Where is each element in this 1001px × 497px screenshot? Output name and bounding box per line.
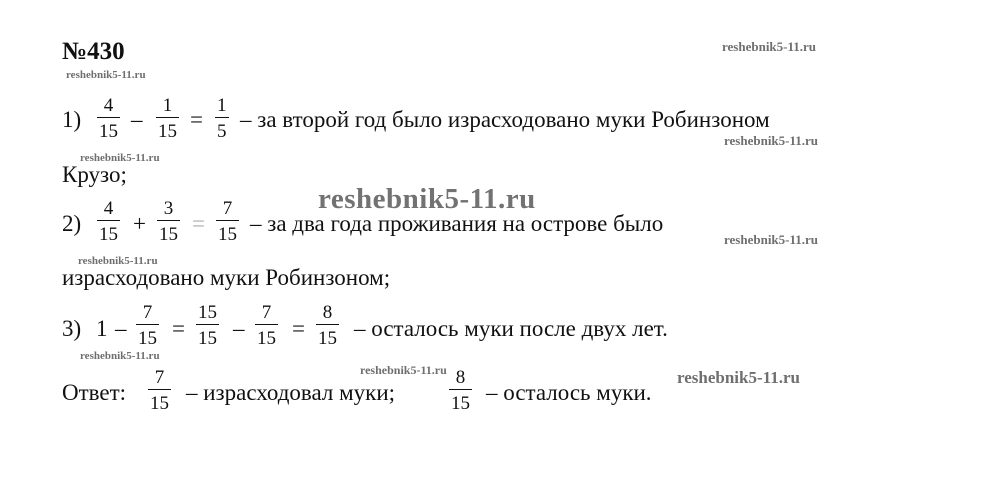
step1-number: 1) (62, 107, 82, 132)
step1-op2: = (190, 107, 203, 132)
answer-fraction1-numerator: 7 (154, 367, 165, 388)
watermark: reshebnik5-11.ru (78, 255, 158, 267)
step2-fraction3-denominator: 15 (218, 224, 237, 245)
step1-text: – за второй год было израсходовано муки Робинзоном (240, 107, 770, 132)
answer-fraction2 (449, 368, 472, 413)
step3-fraction1-denominator: 15 (138, 328, 157, 349)
step3-fraction3 (255, 303, 278, 348)
step1-fraction3-denominator: 5 (217, 121, 227, 142)
step3-fraction4-denominator: 15 (318, 328, 337, 349)
watermark: reshebnik5-11.ru (66, 69, 146, 81)
step1-continuation: Крузо; (62, 162, 127, 187)
step2-fraction2-denominator: 15 (159, 224, 178, 245)
step1-fraction3-numerator: 1 (217, 95, 227, 116)
step1-fraction2-denominator: 15 (158, 121, 177, 142)
step2-fraction1-denominator: 15 (99, 224, 118, 245)
answer-fraction2-denominator: 15 (451, 393, 470, 414)
step2-fraction3-numerator: 7 (222, 198, 233, 219)
step3-fraction4 (316, 303, 339, 348)
watermark: reshebnik5-11.ru (360, 363, 447, 377)
step3-fraction3-numerator: 7 (261, 302, 272, 323)
step1-fraction1 (97, 96, 120, 141)
step2-continuation: израсходовано муки Робинзоном; (62, 265, 391, 290)
step1-fraction1-numerator: 4 (103, 95, 114, 116)
step2-fraction2 (157, 199, 180, 244)
answer-label: Ответ: (62, 380, 127, 405)
watermark: reshebnik5-11.ru (80, 152, 160, 164)
step3-fraction3-denominator: 15 (257, 328, 276, 349)
step3-op2: = (172, 316, 185, 341)
answer-fraction2-numerator: 8 (455, 367, 466, 388)
step2-fraction1-numerator: 4 (103, 198, 114, 219)
step3-fraction1 (136, 303, 159, 348)
step3-fraction2 (196, 303, 219, 348)
step3-one: 1 (96, 316, 108, 341)
answer-text2: – осталось муки. (486, 380, 652, 405)
answer-fraction1-denominator: 15 (150, 393, 169, 414)
step2-fraction2-numerator: 3 (163, 198, 174, 219)
step3-number: 3) (62, 316, 82, 341)
step1-fraction2-numerator: 1 (162, 95, 173, 116)
step3-op4: = (292, 316, 305, 341)
watermark-large: reshebnik5-11.ru (318, 183, 536, 215)
watermark: reshebnik5-11.ru (724, 133, 819, 148)
step2-fraction3 (216, 199, 239, 244)
step3-fraction1-numerator: 7 (142, 302, 153, 323)
answer-text1: – израсходовал муки; (186, 380, 396, 405)
watermark: reshebnik5-11.ru (724, 232, 819, 247)
step2-text: – за два года проживания на острове было (250, 211, 664, 236)
watermark: reshebnik5-11.ru (80, 350, 160, 362)
step3-op3: – (233, 316, 245, 341)
step1-fraction2 (156, 96, 179, 141)
watermark: reshebnik5-11.ru (677, 368, 800, 387)
step3-text: – осталось муки после двух лет. (354, 316, 668, 341)
step2-op1: + (133, 211, 146, 236)
step3-fraction2-numerator: 15 (198, 302, 217, 323)
step2-fraction1 (97, 199, 120, 244)
watermark: reshebnik5-11.ru (722, 39, 817, 54)
step3-op1: – (115, 316, 127, 341)
step3-fraction4-numerator: 8 (322, 302, 333, 323)
step3-fraction2-denominator: 15 (198, 328, 217, 349)
step2-op2: = (192, 211, 205, 236)
problem-number: №430 (62, 38, 125, 65)
answer-fraction1 (148, 368, 171, 413)
step1-fraction1-denominator: 15 (99, 121, 118, 142)
step1-op1: – (131, 107, 143, 132)
step1-fraction3 (215, 96, 229, 141)
step2-number: 2) (62, 211, 82, 236)
